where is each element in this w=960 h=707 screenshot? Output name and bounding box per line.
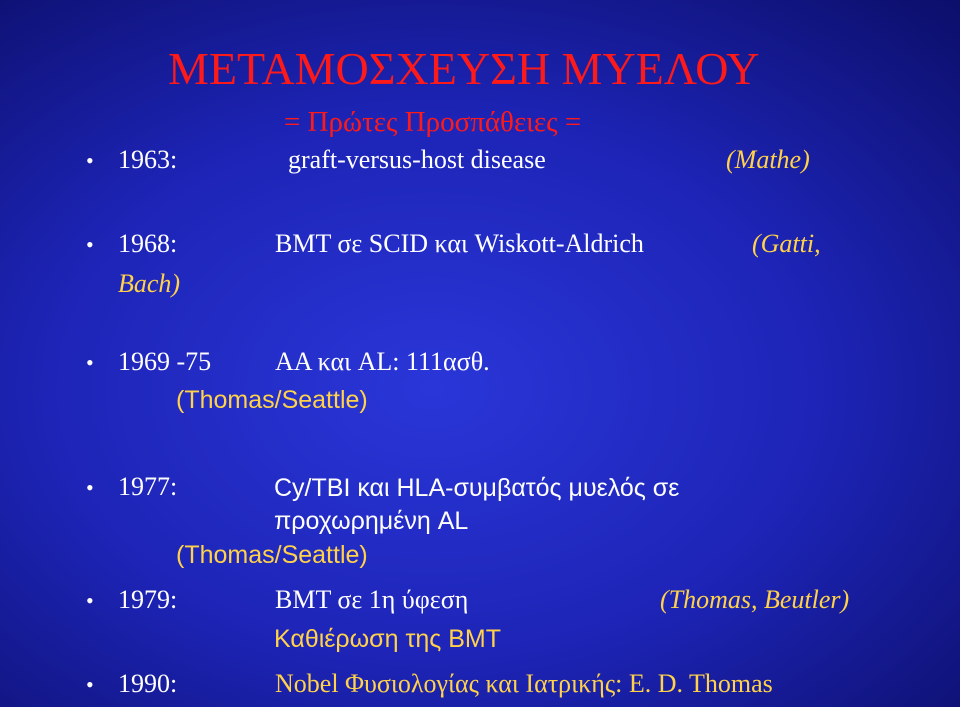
bullet-1968: • xyxy=(86,232,94,257)
text-1977: Cy/TBI και HLA-συμβατός μυελός σε xyxy=(274,474,680,502)
bullet-1969: • xyxy=(86,350,94,375)
ref-1979: (Thomas, Beutler) xyxy=(660,585,850,614)
ref-1968-cont: Bach) xyxy=(118,269,181,298)
bullet-1963: • xyxy=(86,148,94,173)
year-1968: 1968: xyxy=(118,229,178,258)
bullet-1979: • xyxy=(86,588,94,613)
text-1963: graft-versus-host disease xyxy=(288,145,546,174)
slide-title: ΜΕΤΑΜΟΣΧΕΥΣΗ ΜΥΕΛΟΥ xyxy=(168,43,760,94)
ref-1977: (Thomas/Seattle) xyxy=(176,541,368,569)
year-1979: 1979: xyxy=(118,585,178,614)
ref-1963: (Mathe) xyxy=(726,145,810,174)
ref-1968: (Gatti, xyxy=(752,229,821,258)
year-1990: 1990: xyxy=(118,669,178,698)
text-1979: BMT σε 1η ύφεση xyxy=(275,585,469,614)
year-1977: 1977: xyxy=(118,472,178,501)
year-1963: 1963: xyxy=(118,145,178,174)
ref-1969: (Thomas/Seattle) xyxy=(176,386,368,414)
text-1969: AA και AL: 111ασθ. xyxy=(275,347,490,376)
year-1969: 1969 -75 xyxy=(118,347,212,376)
text-1990: Nobel Φυσιολογίας και Ιατρικής: E. D. Thomas xyxy=(275,669,773,698)
text-1977-cont: προχωρημένη AL xyxy=(274,507,469,535)
note-1979: Καθιέρωση της BMT xyxy=(274,625,501,653)
text-1968: BMT σε SCID και Wiskott-Aldrich xyxy=(275,229,644,258)
slide-subtitle: = Πρώτες Προσπάθειες = xyxy=(284,106,582,138)
bullet-1977: • xyxy=(86,475,94,500)
bullet-1990: • xyxy=(86,672,94,697)
